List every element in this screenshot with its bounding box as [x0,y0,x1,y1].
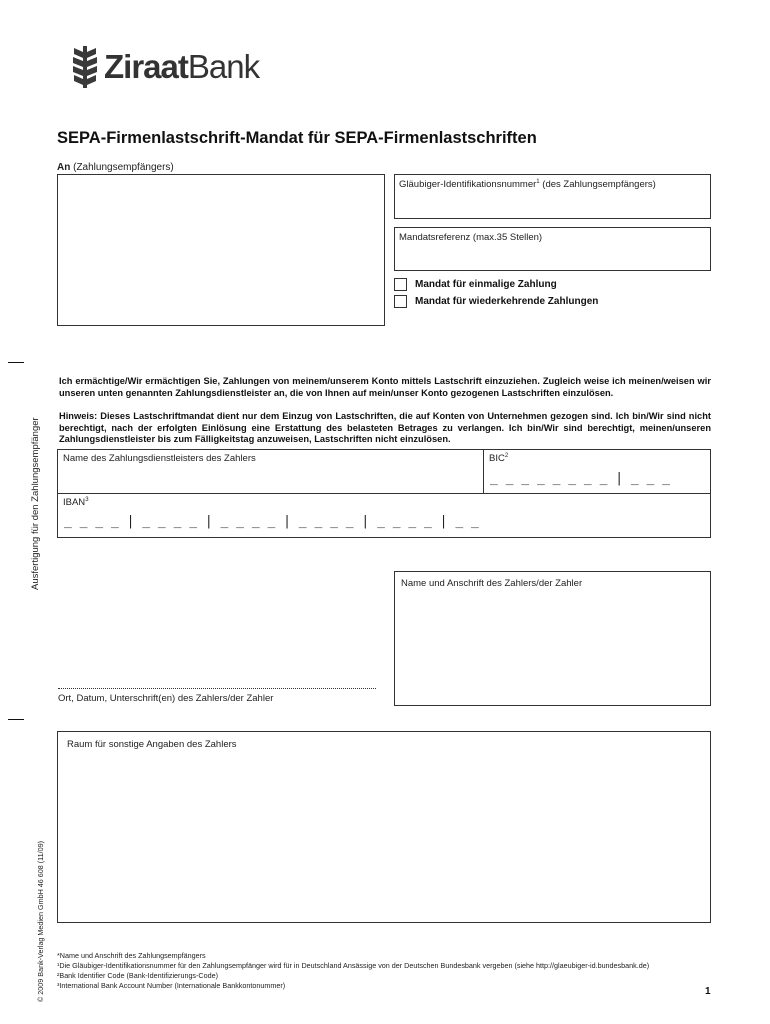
bic-slots: _ _ _ _ _ _ _ _ | _ _ _ [490,471,671,486]
recipient-label: An (Zahlungsempfängers) [57,162,174,173]
creditor-id-field[interactable] [394,174,711,219]
recurring-payment-checkbox[interactable] [394,295,407,308]
payer-address-field[interactable] [394,571,711,706]
one-time-payment-label: Mandat für einmalige Zahlung [415,279,557,290]
signature-line[interactable] [58,688,376,689]
notice-text: Hinweis: Dieses Lastschriftmandat dient nur dem Einzug von Lastschriften, die auf Konten von Unternehmen gezogen sind. Ich bin/Wir sind nicht berechtigt, nach der erfolgten Einlösung eine Erstattung des belasteten Betrages zu verlangen. Ich bin/Wir sind berechtigt, meinen/unseren Zahlungsdienstleister bis zum Fälligkeitstag anzuweisen, Lastschriften nicht einzulösen. [59,411,711,444]
page-title: SEPA-Firmenlastschrift-Mandat für SEPA-Firmenlastschriften [57,129,537,147]
iban-label: IBAN$^3$ [63,497,89,509]
mandate-reference-field[interactable] [394,227,711,271]
recurring-payment-label: Mandat für wiederkehrende Zahlungen [415,296,599,307]
creditor-id-label: Gläubiger-Identifikationsnummer$^1$ (des Zahlungsempfängers) [399,179,656,191]
brand-name-bold: Ziraat [104,48,188,85]
brand-name-light: Bank [187,48,260,85]
footnote-creditor-id: ¹Die Gläubiger-Identifikationsnummer für den Zahlungsempfänger wird für in Deutschland Ansässige von der Deutschen Bundesbank vergeben (siehe http://glaeubiger-id.bundesbank.de) [57,961,650,970]
one-time-payment-checkbox[interactable] [394,278,407,291]
footnote-iban: ³International Bank Account Number (Internationale Bankkontonummer) [57,981,286,990]
payer-address-label: Name und Anschrift des Zahlers/der Zahler [401,578,583,589]
mandate-reference-label: Mandatsreferenz (max.35 Stellen) [399,232,543,243]
iban-field[interactable] [57,493,711,538]
other-info-label: Raum für sonstige Angaben des Zahlers [67,739,237,750]
copy-for-recipient-label: Ausfertigung für den Zahlungsempfänger [30,417,41,590]
bank-name-label: Name des Zahlungsdienstleisters des Zahlers [63,453,256,464]
footnote-recipient: *Name und Anschrift des Zahlungsempfängers [57,951,206,960]
page-number: 1 [705,986,711,997]
bic-label: BIC$^2$ [489,453,509,465]
fold-mark-top [8,362,24,363]
recipient-field[interactable] [57,174,385,326]
signature-label: Ort, Datum, Unterschrift(en) des Zahlers/der Zahler [58,693,274,704]
bank-logo [70,44,270,90]
footnote-bic: ²Bank Identifier Code (Bank-Identifizierungs-Code) [57,971,218,980]
other-info-field[interactable] [57,731,711,923]
bic-field[interactable] [484,450,710,492]
bank-name-field[interactable] [58,450,482,492]
authorization-text: Ich ermächtige/Wir ermächtigen Sie, Zahlungen von meinem/unserem Konto mittels Lastschrift einzuziehen. Zugleich weise ich meinen/weisen wir unseren unten genannten Zahlungsdienstleister an, die von Ihnen auf mein/unser Konto gezogenen Lastschriften einzulösen. [59,376,711,398]
iban-slots: _ _ _ _ | _ _ _ _ | _ _ _ _ | _ _ _ _ | _ _ _ _ | _ _ [64,514,479,529]
copyright-notice: © 2009 Bank-Verlag Medien GmbH 46 608 (11/09) [36,841,45,1002]
wheat-icon [70,44,100,90]
fold-mark-bottom [8,719,24,720]
